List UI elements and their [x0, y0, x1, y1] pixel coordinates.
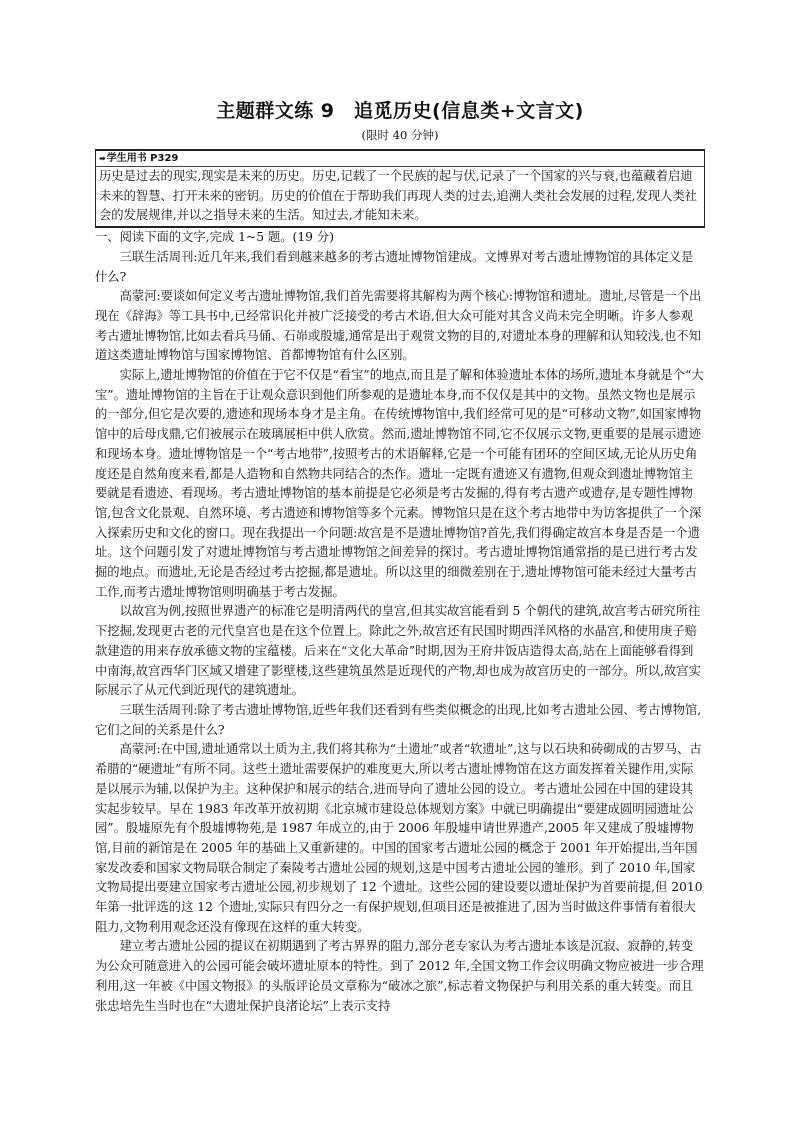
paragraph: 三联生活周刊:近几年来,我们看到越来越多的考古遗址博物馆建成。文博界对考古遗址博物馆的具体定义是什么?: [95, 249, 694, 284]
paragraph: 以故宫为例,按照世界遗产的标准它是明清两代的皇宫,但其实故宫能看到 5 个朝代的建筑,故宫考古研究所往下挖掘,发现更古老的元代皇宫也是在这个位置上。除此之外,故宫还有民国时期西洋风格的水晶宫,和使用庚子赔款建造的用来存放承德文物的宝蕴楼。后来在“文化大革命”时期,因为王府井饭店造得太高,站在上面能够看得到中南海,故宫西华门区域又增建了影壁楼,这些建筑虽然是近现代的产物,却也成为故宫历史的一部分。所以,故宫实际展示了从元代到近现代的建筑遗址。: [95, 604, 701, 698]
reading-section: [95, 228, 705, 1016]
paragraph: 高蒙河:要谈如何定义考古遗址博物馆,我们首先需要将其解构为两个核心:博物馆和遗址。遗址,尽管是一个出现在《辞海》等工具书中,已经常识化并被广泛接受的考古术语,但大众可能对其含义尚未完全明晰。许多人参观考古遗址博物馆,比如去看兵马俑、石峁或殷墟,通常是出于观赏文物的目的,对遗址本身的理解和认知较浅,也不知道这类遗址博物馆与国家博物馆、首都博物馆有什么区别。: [95, 289, 702, 363]
document-page: [95, 96, 705, 1016]
intro-box: [95, 149, 705, 228]
paragraph: 三联生活周刊:除了考古遗址博物馆,近些年我们还看到有些类似概念的出现,比如考古遗址公园、考古博物馆,它们之间的关系是什么?: [95, 702, 702, 737]
intro-header: [96, 151, 704, 167]
paragraph: 实际上,遗址博物馆的价值在于它不仅是“看宝”的地点,而且是了解和体验遗址本体的场所,遗址本身就是个“大宝”。遗址博物馆的主旨在于让观众意识到他们所参观的是遗址本身,而不仅仅是其中的文物。虽然文物也是展示的一部分,但它是次要的,遗迹和现场本身才是主角。在传统博物馆中,我们经常可见的是“可移动文物”,如国家博物馆中的后母戊鼎,它们被展示在玻璃展柜中供人欣赏。然而,遗址博物馆不同,它不仅展示文物,更重要的是展示遗迹和现场本身。遗址博物馆是一个“考古地带”,按照考古的术语解释,它是一个可能有团环的空间区域,无论从历史角度还是自然角度来看,都是人造物和自然物共同结合的杰作。遗址一定既有遗迹又有遗物,但观众到遗址博物馆主要就是看遗迹、看现场。考古遗址博物馆的基本前提是它必须是考古发掘的,得有考古遗产或遗存,是专题性博物馆,包含文化景观、自然环境、考古遗迹和博物馆等多个元素。博物馆只是在这个考古地带中为访客提供了一个深入探索历史和文化的窗口。现在我提出一个问题:故宫是不是遗址博物馆?首先,我们得确定故宫本身是否是一个遗址。这个问题引发了对遗址博物馆与考古遗址博物馆之间差异的探讨。考古遗址博物馆通常指的是已进行考古发掘的地点。而遗址,无论是否经过考古挖掘,都是遗址。所以这里的细微差别在于,遗址博物馆可能未经过大量考古工作,而考古遗址博物馆则明确基于考古发掘。: [95, 368, 704, 599]
page-title: 主题群文练 9 追觅历史(信息类+文言文): [216, 100, 584, 122]
paragraph: 建立考古遗址公园的提议在初期遇到了考古界界的阻力,部分老专家认为考古遗址本该是沉寂、寂静的,转变为公众可随意进入的公园可能会破坏遗址原本的特性。到了 2012 年,全国文物工作会议明确文物应被进一步合理利用,这一年被《中国文物报》的头版评论员文章称为“破冰之旅”,标志着文物保护与利用关系的重大转变。而且张忠培先生当时也在“大遗址保护良渚论坛”上表示支持: [95, 939, 704, 1013]
intro-text: 历史是过去的现实,现实是未来的历史。历史,记载了一个民族的起与伏,记录了一个国家的兴与衰,也蕴藏着启迪未来的智慧、打开未来的密钥。历史的价值在于帮助我们再现人类的过去,追溯人类社会发展的过程,发现人类社会的发展规律,并以之指导未来的生活。知过去,才能知未来。: [99, 169, 698, 223]
section-instruction: 一、阅读下面的文字,完成 1~5 题。(19 分): [95, 230, 334, 245]
time-limit: (限时 40 分钟): [361, 128, 439, 142]
paragraph: 高蒙河:在中国,遗址通常以土质为主,我们将其称为“土遗址”或者“软遗址”,这与以石块和砖砌成的古罗马、古希腊的“硬遗址”有所不同。这些土遗址需要保护的难度更大,所以考古遗址博物馆在这方面发挥着关键作用,实际是以展示为辅,以保护为主。这种保护和展示的结合,进而导向了遗址公园的设立。考古遗址公园在中国的建设其实起步较早。早在 1983 年改革开放初期《北京城市建设总体规划方案》中就已明确提出“要建成圆明园遗址公园”。殷墟原先有个殷墟博物苑,是 1987 年成立的,由于 2006 年殷墟申请世界遗产,2005 年又建成了殷墟博物馆,目前的新馆是在 2005 年的基础上又重新建的。中国的国家考古遗址公园的概念于 2001 年开始提出,当年国家发改委和国家文物局联合制定了秦陵考古遗址公园的规划,这是中国考古遗址公园的雏形。到了 2010 年,国家文物局提出要建立国家考古遗址公园,初步规划了 12 个遗址。这些公园的建设要以遗址保护为首要前提,但 2010 年第一批评选的这 12 个遗址,实际只有四分之一有保护规划,但项目还是被推进了,因为当时做这件事情有着很大阻力,文物利用观念还没有像现在这样的重大转变。: [95, 742, 703, 934]
student-book-label: 学生用书 P329: [106, 153, 179, 164]
arrow-right-icon: ➡: [99, 154, 106, 163]
